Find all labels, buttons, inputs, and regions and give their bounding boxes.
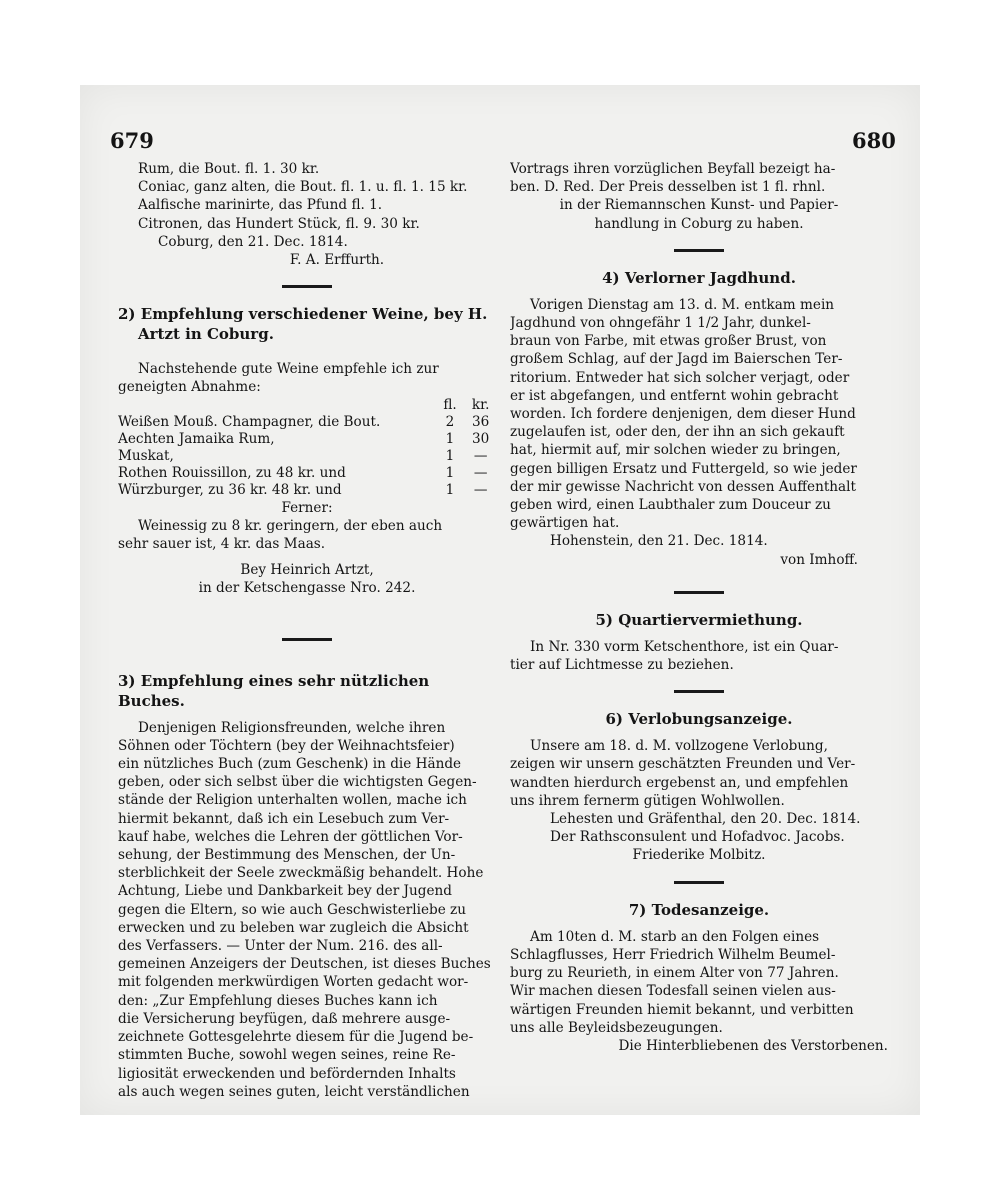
place-date: Coburg, den 21. Dec. 1814. [158, 233, 348, 250]
column-header-kr: kr. [471, 396, 490, 413]
body-line: großem Schlag, auf der Jagd im Baierschen Ter- [510, 351, 843, 368]
section-divider [282, 285, 332, 288]
intro-line: Nachstehende gute Weine empfehle ich zur [138, 361, 439, 378]
body-line: handlung in Coburg zu haben. [594, 215, 804, 232]
body-line: Söhnen oder Töchtern (bey der Weihnachtsfeier) [118, 737, 455, 754]
left-column [118, 160, 496, 1101]
column-header-fl: fl. [443, 396, 457, 413]
intro-line: geneigten Abnahme: [118, 379, 261, 396]
section-divider [674, 591, 724, 594]
body-line: als auch wegen seines guten, leicht verständlichen [118, 1083, 470, 1100]
signature: Der Rathsconsulent und Hofadvoc. Jacobs. [550, 829, 845, 846]
table-row: Muskat, 1 — [118, 447, 488, 464]
body-line: geben wird, einen Laubthaler zum Douceur zu [510, 497, 831, 514]
section-heading-2: 2) Empfehlung verschiedener Weine, bey H. Artzt in Coburg. [118, 305, 488, 344]
body-line: kauf habe, welches die Lehren der göttlichen Vor- [118, 828, 463, 845]
body-line: gemeinen Anzeigers der Deutschen, ist dieses Buches [118, 956, 491, 973]
body-line: ein nützliches Buch (zum Geschenk) in die Hände [118, 756, 462, 773]
section-divider [674, 249, 724, 252]
body-line: Denjenigen Religionsfreunden, welche ihren [138, 719, 446, 736]
body-line: er ist abgefangen, und entfernt wohin gebracht [510, 387, 839, 404]
section-heading-4: 4) Verlorner Jagdhund. [602, 268, 796, 287]
vinegar-line: sehr sauer ist, 4 kr. das Maas. [118, 536, 326, 553]
body-line: ben. D. Red. Der Preis desselben ist 1 fl. rhnl. [510, 179, 826, 196]
price-line: Aalfische marinirte, das Pfund fl. 1. [138, 197, 383, 214]
body-line: Unsere am 18. d. M. vollzogene Verlobung, [530, 738, 828, 755]
section-heading-6: 6) Verlobungsanzeige. [605, 710, 793, 729]
body-line: zeigen wir unsern geschätzten Freunden und Ver- [510, 756, 856, 773]
signature: F. A. Erffurth. [289, 252, 385, 269]
section-divider [282, 638, 332, 641]
signature: Bey Heinrich Artzt, [240, 562, 374, 579]
vinegar-line: Weinessig zu 8 kr. geringern, der eben auch [138, 517, 443, 534]
body-line: ligiosität erweckenden und befördernden Inhalts [118, 1065, 456, 1082]
body-line: erwecken und zu beleben war zugleich die Absicht [118, 919, 469, 936]
place-date: Hohenstein, den 21. Dec. 1814. [550, 533, 768, 550]
table-row: Aechten Jamaika Rum, 1 30 [118, 430, 490, 447]
body-line: sterblichkeit der Seele zweckmäßig behandelt. Hohe [118, 865, 484, 882]
body-line: zeichnete Gottesgelehrte diesem für die Jugend be- [118, 1029, 474, 1046]
place-date: Lehesten und Gräfenthal, den 20. Dec. 1814. [550, 811, 861, 828]
section-heading-5: 5) Quartiervermiethung. [595, 610, 803, 629]
body-line: des Verfassers. — Unter der Num. 216. des all- [118, 938, 443, 955]
body-line: uns ihrem fernerm gütigen Wohlwollen. [510, 792, 785, 809]
signature: Die Hinterbliebenen des Verstorbenen. [618, 1037, 888, 1054]
table-header-row [118, 397, 496, 414]
body-line: ritorium. Entweder hat sich solcher verjagt, oder [510, 369, 850, 386]
body-line: gewärtigen hat. [510, 515, 620, 532]
page-number-left: 679 [110, 128, 154, 153]
body-line: wärtigen Freunden hiemit bekannt, und verbitten [510, 1001, 854, 1018]
body-line: Wir machen diesen Todesfall seinen vielen aus- [510, 983, 836, 1000]
body-line: stände der Religion unterhalten wollen, mache ich [118, 792, 467, 809]
ferner-label: Ferner: [281, 499, 333, 516]
section-divider [674, 690, 724, 693]
body-line: geben, oder sich selbst über die wichtigsten Gegen- [118, 774, 477, 791]
body-line: den: „Zur Empfehlung dieses Buches kann ich [118, 992, 438, 1009]
body-line: zugelaufen ist, oder den, der ihn an sich gekauft [510, 424, 845, 441]
body-line: Vortrags ihren vorzüglichen Beyfall bezeigt ha- [510, 161, 836, 177]
body-line: hat, hiermit auf, mir solchen wieder zu bringen, [510, 442, 841, 459]
body-line: Schlagflusses, Herr Friedrich Wilhelm Beumel- [510, 946, 836, 963]
body-line: sehung, der Bestimmung des Menschen, der Un- [118, 847, 456, 864]
body-line: braun von Farbe, mit etwas großer Brust, von [510, 333, 827, 350]
body-line: Vorigen Dienstag am 13. d. M. entkam mein [530, 296, 835, 313]
price-line: Coniac, ganz alten, die Bout. fl. 1. u. fl. 1. 15 kr. [138, 179, 468, 196]
body-line: wandten hierdurch ergebenst an, und empfehlen [510, 774, 849, 791]
page-number-right: 680 [852, 128, 896, 153]
body-line: tier auf Lichtmesse zu beziehen. [510, 657, 734, 674]
table-row: Würzburger, zu 36 kr. 48 kr. und 1 — [118, 481, 488, 498]
table-row: Rothen Rouissillon, zu 48 kr. und 1 — [118, 464, 488, 481]
body-line: in der Riemannschen Kunst- und Papier- [559, 197, 839, 214]
body-line: Jagdhund von ohngefähr 1 1/2 Jahr, dunkel- [510, 315, 811, 332]
wine-price-table [118, 397, 496, 499]
table-row: Weißen Mouß. Champagner, die Bout. 2 36 [118, 413, 490, 430]
section-heading-7: 7) Todesanzeige. [628, 900, 770, 919]
body-line: der mir gewisse Nachricht von dessen Auffenthalt [510, 478, 856, 495]
section-divider [674, 881, 724, 884]
section-heading-3: 3) Empfehlung eines sehr nützlichen Buches. [118, 671, 430, 710]
body-line: die Versicherung beyfügen, daß mehrere ausge- [118, 1010, 451, 1027]
signature: von Imhoff. [780, 551, 858, 568]
body-line: Am 10ten d. M. starb an den Folgen eines [530, 928, 820, 945]
body-line: burg zu Reurieth, in einem Alter von 77 Jahren. [510, 965, 839, 982]
right-column [510, 160, 888, 1055]
body-line: Achtung, Liebe und Dankbarkeit bey der Jugend [118, 883, 452, 900]
body-line: In Nr. 330 vorm Ketschenthore, ist ein Quar- [530, 638, 839, 655]
body-line: gegen die Eltern, so wie auch Geschwisterliebe zu [118, 901, 466, 918]
body-line: gegen billigen Ersatz und Futtergeld, so wie jeder [510, 460, 857, 477]
body-line: hiermit bekannt, daß ich ein Lesebuch zum Ver- [118, 810, 450, 827]
signature: Friederike Molbitz. [632, 847, 766, 864]
signature-address: in der Ketschengasse Nro. 242. [198, 580, 416, 597]
body-line: uns alle Beyleidsbezeugungen. [510, 1019, 723, 1036]
body-line: worden. Ich fordere denjenigen, dem dieser Hund [510, 406, 856, 423]
price-line: Rum, die Bout. fl. 1. 30 kr. [138, 161, 320, 177]
body-line: stimmten Buche, sowohl wegen seines, reine Re- [118, 1047, 456, 1064]
price-line: Citronen, das Hundert Stück, fl. 9. 30 kr. [138, 215, 420, 232]
body-line: mit folgenden merkwürdigen Worten gedacht wor- [118, 974, 469, 991]
